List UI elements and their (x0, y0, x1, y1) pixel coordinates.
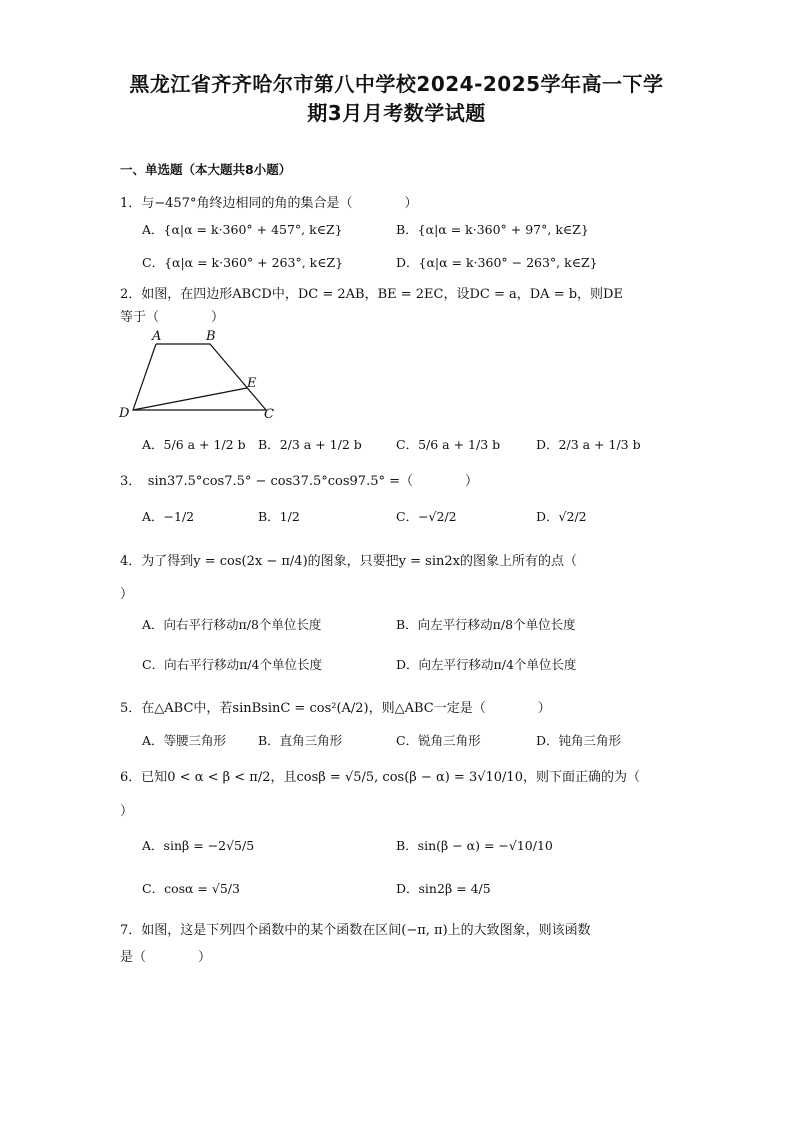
question-1-option-c: C．{α|α = k·360° + 263°, k∈Z} (142, 255, 344, 270)
question-6-stem: 6．已知0 < α < β < π/2，且cosβ = √5/5, cos(β − α) = 3√10/10，则下面正确的为（ (120, 770, 640, 785)
exam-title-line2: 期3月月考数学试题 (307, 101, 486, 125)
question-6-option-c: C．cosα = √5/3 (142, 881, 240, 896)
question-3-option-d: D．√2/2 (536, 509, 587, 524)
question-5-option-a: A．等腰三角形 (142, 733, 227, 748)
question-1-option-b: B．{α|α = k·360° + 97°, k∈Z} (396, 222, 589, 237)
question-5-option-d: D．钝角三角形 (536, 733, 622, 748)
question-4-stem: 4．为了得到y = cos(2x − π/4)的图象，只要把y = sin2x的图象上所有的点（ (120, 554, 577, 569)
question-3-option-a: A．−1/2 (142, 509, 195, 524)
quadrilateral-figure (116, 328, 286, 422)
vertex-a-label: A (152, 329, 162, 344)
question-2-option-b: B．2/3 a + 1/2 b (258, 437, 362, 452)
question-2-option-d: D．2/3 a + 1/3 b (536, 437, 641, 452)
question-4-option-b: B．向左平行移动π/8个单位长度 (396, 617, 576, 632)
question-4-option-c: C．向右平行移动π/4个单位长度 (142, 657, 322, 672)
question-6-option-b: B．sin(β − α) = −√10/10 (396, 838, 553, 853)
question-5-option-b: B．直角三角形 (258, 733, 343, 748)
question-3-option-c: C．−√2/2 (396, 509, 457, 524)
point-e-label: E (247, 376, 257, 391)
vertex-c-label: C (264, 407, 274, 422)
question-2-option-a: A．5/6 a + 1/2 b (142, 437, 246, 452)
question-7-stem: 7．如图，这是下列四个函数中的某个函数在区间(−π, π)上的大致图象，则该函数 (120, 923, 591, 938)
question-3-stem: 3． sin37.5°cos7.5° − cos37.5°cos97.5° =（ ） (120, 474, 479, 489)
question-6-option-a: A．sinβ = −2√5/5 (142, 838, 255, 853)
question-2-option-c: C．5/6 a + 1/3 b (396, 437, 501, 452)
question-2-stem-end: 等于（ ） (120, 310, 225, 325)
question-1-option-d: D．{α|α = k·360° − 263°, k∈Z} (396, 255, 598, 270)
question-2-stem-part-a: 2．如图，在四边形ABCD中， (120, 287, 298, 302)
question-5-option-c: C．锐角三角形 (396, 733, 481, 748)
question-3-option-b: B．1/2 (258, 509, 300, 524)
question-6-stem-end: ） (120, 804, 134, 819)
question-7-stem-end: 是（ ） (120, 950, 212, 965)
question-1-stem: 1．与−457°角终边相同的角的集合是（ ） (120, 196, 418, 211)
vertex-d-label: D (119, 406, 130, 421)
vertex-b-label: B (206, 329, 216, 344)
question-5-stem: 5．在△ABC中，若sinBsinC = cos²(A/2)，则△ABC一定是（ ） (120, 701, 551, 716)
question-2-stem-part-b: DC = 2AB，BE = 2EC，设DC = a，DA = b，则DE (297, 287, 623, 302)
segment-de (133, 388, 247, 410)
question-4-option-d: D．向左平行移动π/4个单位长度 (396, 657, 577, 672)
section-heading: 一、单选题（本大题共8小题） (120, 162, 292, 177)
question-4-option-a: A．向右平行移动π/8个单位长度 (142, 617, 322, 632)
question-4-stem-end: ） (120, 587, 134, 602)
exam-title-line1: 黑龙江省齐齐哈尔市第八中学校2024-2025学年高一下学 (129, 72, 664, 96)
question-6-option-d: D．sin2β = 4/5 (396, 881, 491, 896)
question-2-stem (120, 283, 623, 302)
question-1-option-a: A．{α|α = k·360° + 457°, k∈Z} (142, 222, 343, 237)
